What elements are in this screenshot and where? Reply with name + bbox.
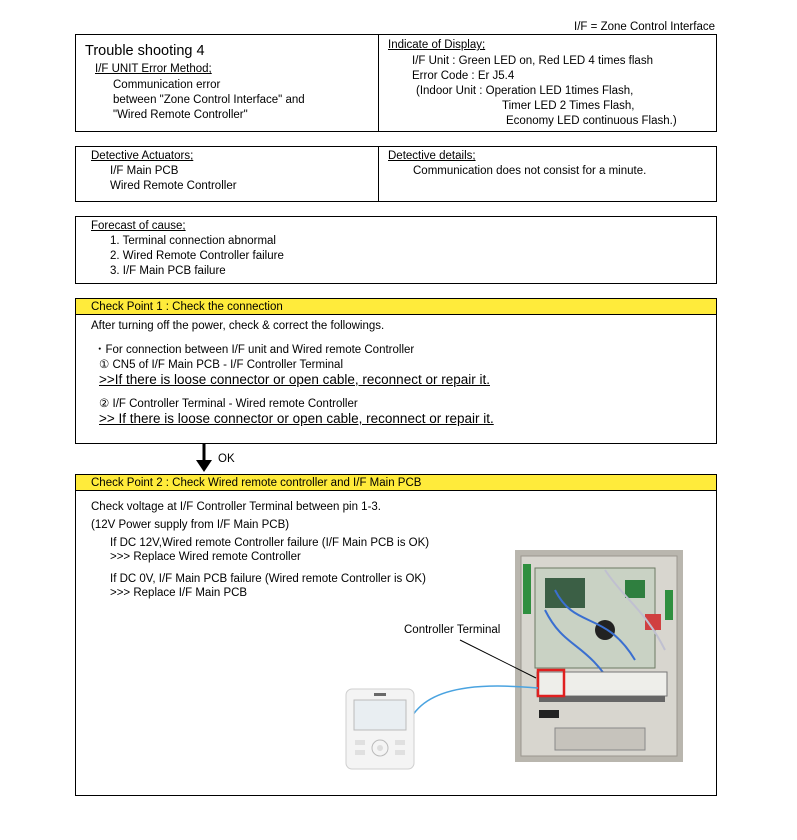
actuators-label: Detective Actuators;: [91, 150, 194, 162]
trouble-line-1: Communication error: [113, 79, 221, 91]
checkpoint1-intro: After turning off the power, check & correct the followings.: [91, 320, 385, 332]
checkpoint1-bullet: ・For connection between I/F unit and Wired remote Controller: [94, 344, 415, 356]
display-line-4: Timer LED 2 Times Flash,: [502, 100, 635, 112]
trouble-line-2: between "Zone Control Interface" and: [113, 94, 305, 106]
checkpoint1-action2: >> If there is loose connector or open cable, reconnect or repair it.: [99, 411, 494, 426]
details-label: Detective details;: [388, 150, 476, 162]
checkpoint1-title: Check Point 1 : Check the connection: [91, 301, 283, 313]
display-line-5: Economy LED continuous Flash.): [506, 115, 677, 127]
display-line-3: (Indoor Unit : Operation LED 1times Flash,: [416, 85, 634, 97]
display-line-2: Error Code : Er J5.4: [412, 70, 515, 82]
remote-controller-image: [345, 688, 415, 770]
display-line-1: I/F Unit : Green LED on, Red LED 4 times flash: [412, 55, 653, 67]
checkpoint2-line-6: >>> Replace I/F Main PCB: [110, 587, 248, 599]
forecast-item-3: 3. I/F Main PCB failure: [110, 265, 226, 277]
checkpoint1-action1: >>If there is loose connector or open cable, reconnect or repair it.: [99, 372, 490, 387]
checkpoint2-title: Check Point 2 : Check Wired remote controller and I/F Main PCB: [91, 477, 422, 489]
checkpoint1-item2: ② I/F Controller Terminal - Wired remote Controller: [99, 398, 358, 410]
details-text: Communication does not consist for a minute.: [413, 165, 647, 177]
forecast-label: Forecast of cause;: [91, 220, 186, 232]
trouble-title: Trouble shooting 4: [85, 43, 205, 59]
checkpoint1-item1: ① CN5 of I/F Main PCB - I/F Controller Terminal: [99, 359, 343, 371]
actuator-item-2: Wired Remote Controller: [110, 180, 237, 192]
forecast-item-1: 1. Terminal connection abnormal: [110, 235, 276, 247]
ok-label: OK: [218, 453, 235, 465]
checkpoint2-line-3: If DC 12V,Wired remote Controller failure (I/F Main PCB is OK): [110, 537, 430, 549]
trouble-line-3: "Wired Remote Controller": [113, 109, 248, 121]
controller-terminal-callout: Controller Terminal: [404, 624, 501, 636]
checkpoint2-line-1: Check voltage at I/F Controller Terminal between pin 1-3.: [91, 501, 381, 513]
header-note: I/F = Zone Control Interface: [574, 21, 715, 33]
actuator-item-1: I/F Main PCB: [110, 165, 179, 177]
checkpoint2-line-4: >>> Replace Wired remote Controller: [110, 551, 301, 563]
display-label: Indicate of Display;: [388, 39, 486, 51]
checkpoint2-line-2: (12V Power supply from I/F Main PCB): [91, 519, 290, 531]
checkpoint2-line-5: If DC 0V, I/F Main PCB failure (Wired remote Controller is OK): [110, 573, 426, 585]
method-label: I/F UNIT Error Method;: [95, 63, 212, 75]
forecast-item-2: 2. Wired Remote Controller failure: [110, 250, 284, 262]
